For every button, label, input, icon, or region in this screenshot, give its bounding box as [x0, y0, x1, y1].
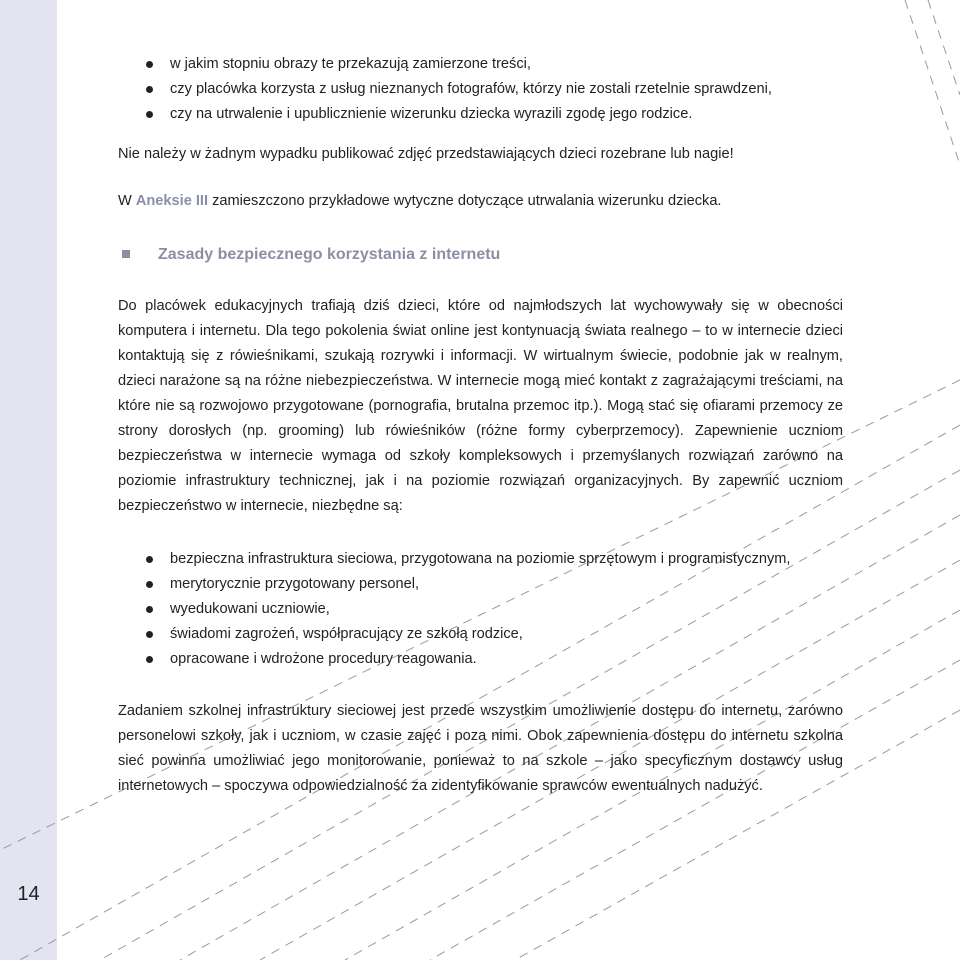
annex-text-after: zamieszczono przykładowe wytyczne dotyczące utrwalania wizerunku dziecka.	[208, 193, 722, 209]
section-body-paragraph: Do placówek edukacyjnych trafiają dziś dzieci, które od najmłodszych lat wychowywały się w obecności komputera i internetu. Dla tego pokolenia świat online jest kontynuacją świata realnego – to w internecie dzieci kontaktują się z rówieśnikami, szukają rozrywki i informacji. W wirtualnym świecie, podobnie jak w realnym, dzieci narażone są na różne niebezpieczeństwa. W internecie mogą mieć kontakt z zagrażającymi treściami, na które nie są rozwojowo przygotowane (pornografia, brutalna przemoc itp.). Mogą stać się ofiarami przemocy ze strony dorosłych (np. grooming) lub rówieśników (różne formy cyberprzemocy). Zapewnienie uczniom bezpieczeństwa w internecie wymaga od szkoły kompleksowych i przemyślanych rozwiązań zarówno na poziomie infrastruktury technicznej, jak i na poziomie rozwiązań organizacyjnych. By zapewnić uczniom bezpieczeństwo w internecie, niezbędne są:	[118, 298, 843, 514]
annex-reference: Aneksie III	[135, 193, 209, 209]
list-item: opracowane i wdrożone procedury reagowania.	[118, 647, 843, 672]
warning-paragraph: Nie należy w żadnym wypadku publikować zdjęć przedstawiających dzieci rozebrane lub nagie!	[118, 146, 734, 162]
annex-paragraph	[118, 189, 843, 214]
closing-paragraph: Zadaniem szkolnej infrastruktury sieciowej jest przede wszystkim umożliwienie dostępu do internetu, zarówno personelowi szkoły, jak i uczniom, w czasie zajęć i poza nimi. Obok zapewnienia dostępu do internetu szkolna sieć powinna umożliwiać jego monitorowanie, ponieważ to na szkole – jako specyficznym dostawcy usług internetowych – spoczywa odpowiedzialność za zidentyfikowanie sprawców ewentualnych nadużyć.	[118, 703, 843, 794]
page-number: 14	[17, 883, 40, 905]
section-heading-text: Zasady bezpiecznego korzystania z internetu	[158, 246, 501, 263]
list-item: bezpieczna infrastruktura sieciowa, przygotowana na poziomie sprzętowym i programistycznym,	[118, 547, 843, 572]
list-item: czy na utrwalenie i upublicznienie wizerunku dziecka wyrazili zgodę jego rodzice.	[118, 102, 843, 127]
square-bullet-icon	[122, 250, 130, 258]
main-content	[118, 52, 843, 799]
annex-text-before: W	[118, 193, 136, 209]
section-heading	[118, 242, 843, 267]
bullet-list-requirements	[118, 547, 843, 672]
list-item: wyedukowani uczniowie,	[118, 597, 843, 622]
side-margin-band	[0, 0, 57, 960]
list-item: czy placówka korzysta z usług nieznanych fotografów, którzy nie zostali rzetelnie sprawdzeni,	[118, 77, 843, 102]
list-item: w jakim stopniu obrazy te przekazują zamierzone treści,	[118, 52, 843, 77]
bullet-list-top	[118, 52, 843, 127]
list-item: świadomi zagrożeń, współpracujący ze szkołą rodzice,	[118, 622, 843, 647]
list-item: merytorycznie przygotowany personel,	[118, 572, 843, 597]
